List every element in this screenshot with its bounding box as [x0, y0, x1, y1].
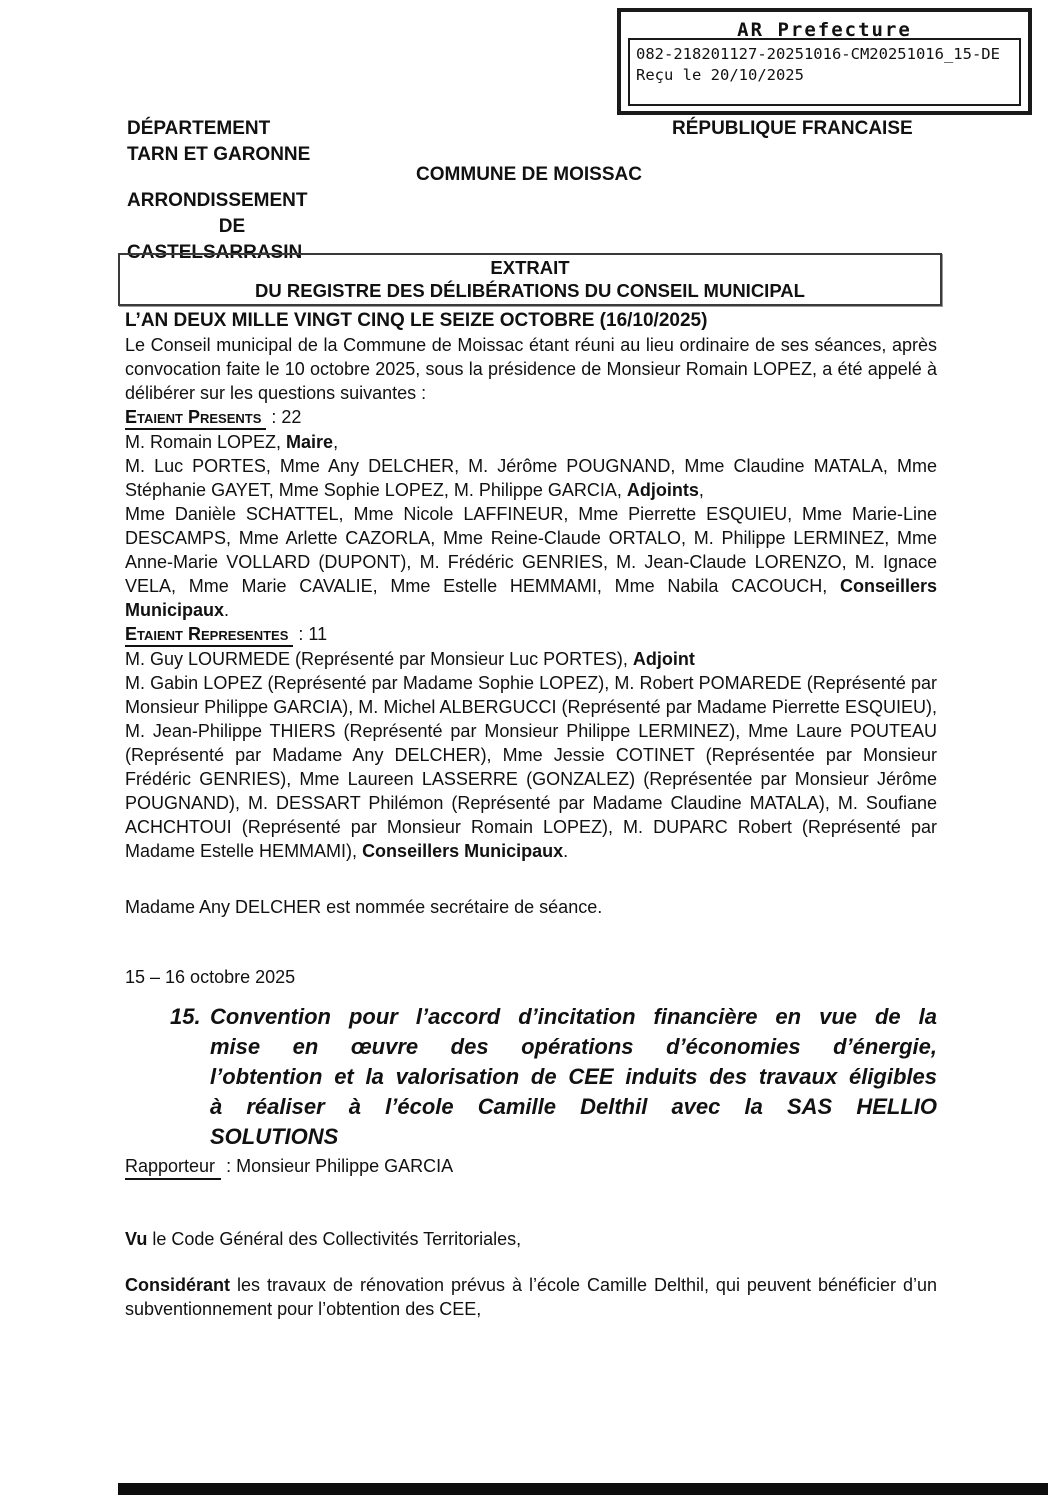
stamp-reference: 082-218201127-20251016-CM20251016_15-DE	[636, 45, 1000, 63]
secretary-line: Madame Any DELCHER est nommée secrétaire de séance.	[125, 897, 603, 917]
item-title-line: SOLUTIONS	[210, 1124, 339, 1149]
maire-suffix: ,	[333, 432, 339, 452]
maire-text: M. Romain LOPEZ,	[125, 432, 287, 452]
item-title-line: à réaliser à l’école Camille Delthil avec la SAS HELLIO	[210, 1094, 937, 1119]
presents-heading: Etaient Presents	[125, 406, 266, 430]
department-block	[127, 116, 310, 168]
conseillers-names: Mme Danièle SCHATTEL, Mme Nicole LAFFINEUR, Mme Pierrette ESQUIEU, Mme Marie-Line DESCAMPS, Mme Arlette CAZORLA, Mme Reine-Claude ORTALO, M. Philippe LERMINEZ, Mme Anne-Marie VOLLARD (DUPONT), M. Frédéric GENRIES, M. Jean-Claude LORENZO, M. Ignace VELA, Mme Marie CAVALIE, Mme Estelle HEMMAMI, Mme Nabila CACOUCH,	[125, 504, 937, 596]
item-title-block	[170, 1002, 937, 1152]
document-body	[118, 253, 942, 1321]
maire-line	[125, 430, 937, 454]
representes-adjoint-role: Adjoint	[632, 649, 695, 669]
conseillers-role: Conseillers Municipaux	[125, 576, 937, 620]
representes-role: Conseillers Municipaux	[362, 841, 564, 861]
arrondissement-de: DE	[218, 216, 246, 237]
item-number: 15.	[170, 1004, 201, 1029]
ar-prefecture-stamp	[617, 8, 1032, 115]
considerant-keyword: Considérant	[125, 1275, 231, 1295]
extrait-line1: EXTRAIT	[490, 257, 570, 278]
intro-paragraph: Le Conseil municipal de la Commune de Moissac étant réuni au lieu ordinaire de ses séances, après convocation faite le 10 octobre 2025, sous la présidence de Monsieur Romain LOPEZ, a été appelé à délibérer sur les questions suivantes :	[125, 335, 937, 403]
rapporteur-separator: :	[226, 1156, 237, 1176]
adjoints-names: M. Luc PORTES, Mme Any DELCHER, M. Jérôme POUGNAND, Mme Claudine MATALA, Mme Stéphanie GAYET, Mme Sophie LOPEZ, M. Philippe GARCIA,	[125, 456, 937, 500]
conseillers-suffix: .	[224, 600, 230, 620]
commune-label: COMMUNE DE MOISSAC	[416, 164, 642, 185]
session-date-line: L’AN DEUX MILLE VINGT CINQ LE SEIZE OCTOBRE (16/10/2025)	[125, 310, 708, 331]
representes-adjoint-text: M. Guy LOURMEDE (Représenté par Monsieur Luc PORTES),	[125, 649, 633, 669]
rapporteur-label: Rapporteur	[125, 1154, 221, 1180]
page-bottom-rule	[118, 1483, 1048, 1495]
maire-role: Maire	[286, 432, 334, 452]
item-title-line: l’obtention et la valorisation de CEE induits des travaux éligibles	[210, 1064, 937, 1089]
considerant-paragraph	[125, 1273, 937, 1321]
vu-line	[125, 1227, 937, 1251]
department-label: DÉPARTEMENT	[127, 118, 271, 139]
arrondissement-name: CASTELSARRASIN	[127, 242, 303, 263]
representes-heading: Etaient Representes	[125, 623, 293, 647]
representes-paragraph	[125, 671, 937, 863]
adjoints-paragraph	[125, 454, 937, 502]
adjoints-suffix: ,	[698, 480, 704, 500]
stamp-received-date: Reçu le 20/10/2025	[636, 66, 804, 84]
rapporteur-name: Monsieur Philippe GARCIA	[236, 1156, 454, 1176]
extrait-line2: DU REGISTRE DES DÉLIBÉRATIONS DU CONSEIL MUNICIPAL	[255, 280, 805, 301]
vu-text: le Code Général des Collectivités Territoriales,	[147, 1229, 522, 1249]
conseillers-paragraph	[125, 502, 937, 622]
stamp-details	[628, 38, 1021, 106]
republique-label: RÉPUBLIQUE FRANCAISE	[672, 118, 913, 139]
adjoints-role: Adjoints	[626, 480, 699, 500]
representes-heading-line	[125, 622, 937, 647]
item-title-line: mise en œuvre des opérations d’économies d’énergie,	[210, 1034, 937, 1059]
department-name: TARN ET GARONNE	[127, 144, 311, 165]
presents-heading-line	[125, 405, 937, 430]
presents-count: : 22	[271, 407, 302, 427]
extrait-title-box	[118, 253, 942, 306]
arrondissement-label: ARRONDISSEMENT	[127, 190, 308, 211]
representes-suffix: .	[563, 841, 569, 861]
vu-keyword: Vu	[125, 1229, 148, 1249]
session-ref: 15 – 16 octobre 2025	[125, 967, 296, 987]
representes-adjoint-line	[125, 647, 937, 671]
rapporteur-line	[125, 1154, 937, 1180]
item-title-line: Convention pour l’accord d’incitation financière en vue de la	[210, 1004, 937, 1029]
considerant-text: les travaux de rénovation prévus à l’école Camille Delthil, qui peuvent bénéficier d’un subventionnement pour l’obtention des CEE,	[125, 1275, 937, 1319]
representes-names: M. Gabin LOPEZ (Représenté par Madame Sophie LOPEZ), M. Robert POMAREDE (Représenté par Monsieur Philippe GARCIA), M. Michel ALBERGUCCI (Représenté par Madame Pierrette ESQUIEU), M. Jean-Philippe THIERS (Représenté par Monsieur Philippe LERMINEZ), Mme Laure POUTEAU (Représenté par Madame Any DELCHER), Mme Jessie COTINET (Représentée par Monsieur Frédéric GENRIES), Mme Laureen LASSERRE (GONZALEZ) (Représentée par Monsieur Jérôme POUGNAND), M. DESSART Philémon (Représenté par Madame Claudine MATALA), M. Soufiane ACHCHTOUI (Représenté par Monsieur Romain LOPEZ), M. DUPARC Robert (Représenté par Madame Estelle HEMMAMI),	[125, 673, 937, 861]
stamp-title: AR Prefecture	[737, 19, 912, 41]
representes-count: : 11	[298, 624, 328, 644]
